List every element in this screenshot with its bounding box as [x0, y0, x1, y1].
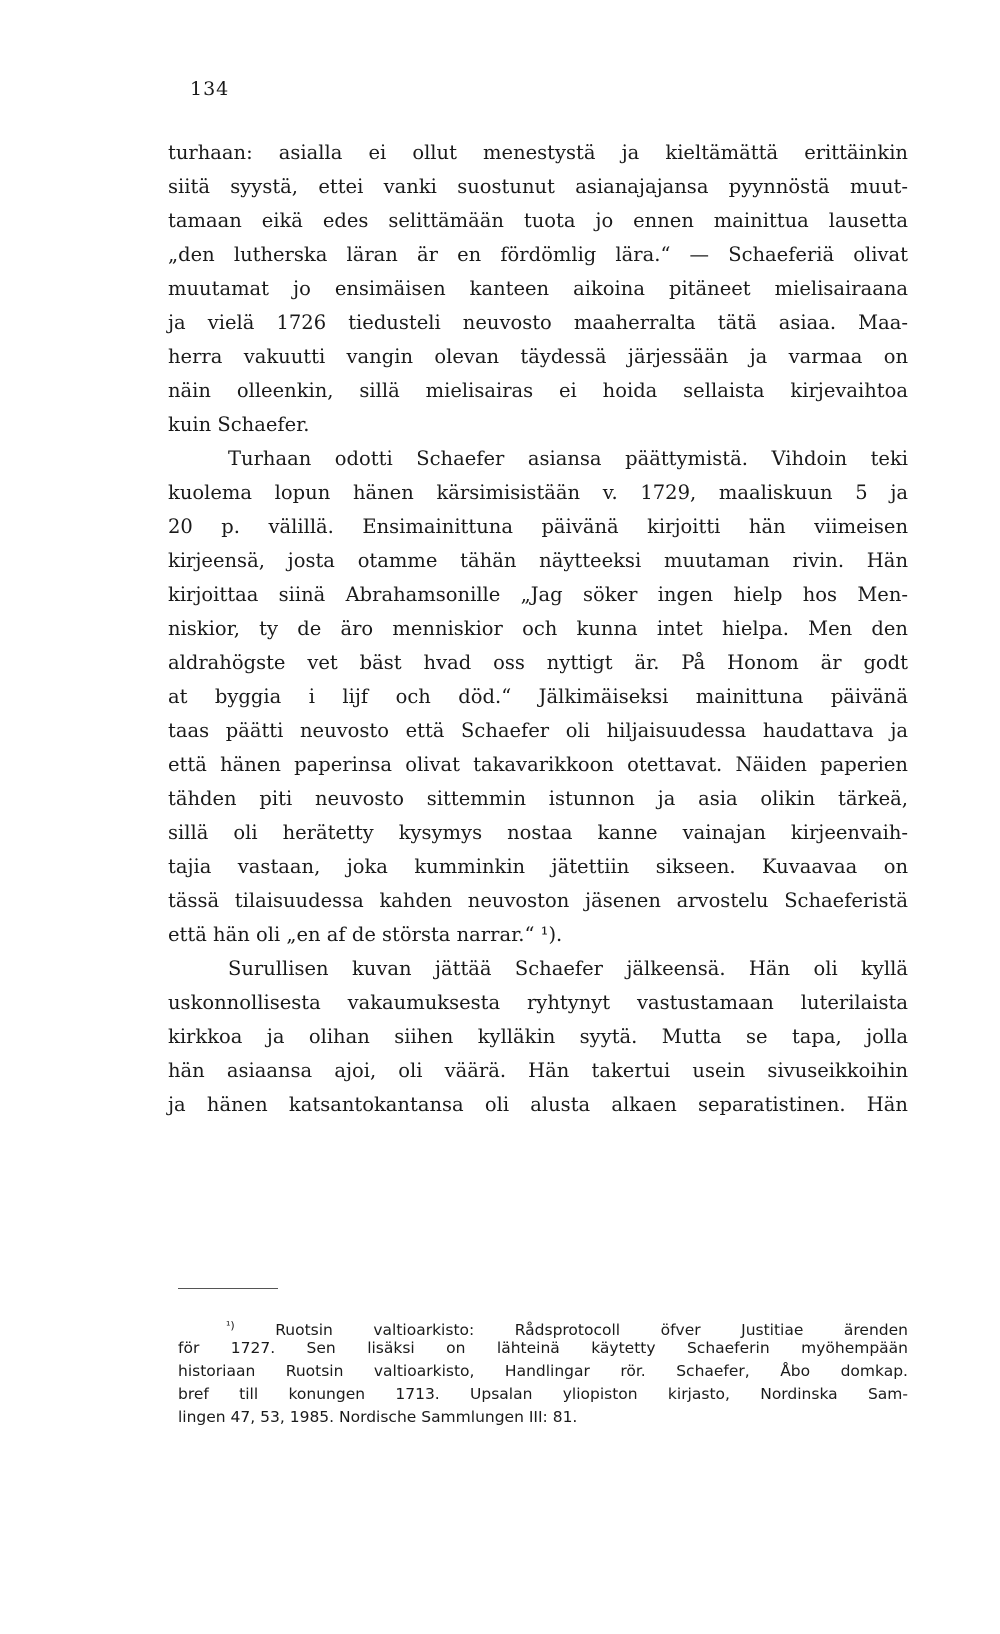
text-line: että hänen paperinsa olivat takavarikkoon otettavat. Näiden paperien — [168, 753, 908, 776]
text-line: turhaan: asialla ei ollut menestystä ja kieltämättä erittäinkin — [168, 141, 908, 164]
text-line: muutamat jo ensimäisen kanteen aikoina pitäneet mielisairaana — [168, 277, 908, 300]
paragraph-start-line: Turhaan odotti Schaefer asiansa päättymistä. Vihdoin teki — [228, 447, 908, 470]
footnote-line: lingen 47, 53, 1985. Nordische Sammlungen III: 81. — [178, 1408, 578, 1426]
text-line: tähden piti neuvosto sittemmin istunnon ja asia olikin tärkeä, — [168, 787, 908, 810]
text-line: siitä syystä, ettei vanki suostunut asianajajansa pyynnöstä muut- — [168, 175, 908, 198]
text-line: kirkkoa ja olihan siihen kylläkin syytä. Mutta se tapa, jolla — [168, 1025, 908, 1048]
text-line: tajia vastaan, joka kumminkin jätettiin sikseen. Kuvaavaa on — [168, 855, 908, 878]
body-text — [168, 136, 908, 1122]
text-line: 20 p. välillä. Ensimainittuna päivänä kirjoitti hän viimeisen — [168, 515, 908, 538]
footnote-line: bref till konungen 1713. Upsalan yliopiston kirjasto, Nordinska Sam- — [178, 1385, 908, 1403]
text-line: ja vielä 1726 tiedusteli neuvosto maaherralta tätä asiaa. Maa- — [168, 311, 908, 334]
text-line: ja hänen katsantokantansa oli alusta alkaen separatistinen. Hän — [168, 1093, 908, 1116]
text-line: herra vakuutti vangin olevan täydessä järjessään ja varmaa on — [168, 345, 908, 368]
text-line: että hän oli „en af de största narrar.“ ¹). — [168, 923, 563, 946]
text-line: sillä oli herätetty kysymys nostaa kanne vainajan kirjeenvaih- — [168, 821, 908, 844]
paragraph-start-line: Surullisen kuvan jättää Schaefer jälkeensä. Hän oli kyllä — [228, 957, 908, 980]
text-line: kuin Schaefer. — [168, 413, 310, 436]
page-number: 134 — [190, 78, 230, 100]
text-line: „den lutherska läran är en fördömlig lära.“ — Schaeferiä olivat — [168, 243, 908, 266]
text-line: hän asiaansa ajoi, oli väärä. Hän takertui usein sivuseikkoihin — [168, 1059, 908, 1082]
text-line: tamaan eikä edes selittämään tuota jo ennen mainittua lausetta — [168, 209, 908, 232]
text-line: uskonnollisesta vakaumuksesta ryhtynyt vastustamaan luterilaista — [168, 991, 908, 1014]
text-line: näin olleenkin, sillä mielisairas ei hoida sellaista kirjevaihtoa — [168, 379, 908, 402]
footnote-marker: ¹) — [226, 1319, 235, 1332]
text-line: kuolema lopun hänen kärsimisistään v. 1729, maaliskuun 5 ja — [168, 481, 908, 504]
footnote-line — [178, 1314, 908, 1340]
text-line: tässä tilaisuudessa kahden neuvoston jäsenen arvostelu Schaeferistä — [168, 889, 908, 912]
text-line: at byggia i lijf och död.“ Jälkimäiseksi mainittuna päivänä — [168, 685, 908, 708]
text-line: kirjeensä, josta otamme tähän näytteeksi muutaman rivin. Hän — [168, 549, 908, 572]
text-line: niskior, ty de äro menniskior och kunna intet hielpa. Men den — [168, 617, 908, 640]
footnote-line: för 1727. Sen lisäksi on lähteinä käytetty Schaeferin myöhempään — [178, 1339, 908, 1357]
text-line: taas päätti neuvosto että Schaefer oli hiljaisuudessa haudattava ja — [168, 719, 908, 742]
text-line: aldrahögste vet bäst hvad oss nyttigt är. På Honom är godt — [168, 651, 908, 674]
text-line: kirjoittaa siinä Abrahamsonille „Jag söker ingen hielp hos Men- — [168, 583, 908, 606]
footnote-line: historiaan Ruotsin valtioarkisto, Handlingar rör. Schaefer, Åbo domkap. — [178, 1362, 908, 1380]
footnote — [178, 1314, 908, 1429]
footnote-separator — [178, 1288, 278, 1289]
footnote-text: Ruotsin valtioarkisto: Rådsprotocoll öfver Justitiae ärenden — [275, 1321, 908, 1340]
